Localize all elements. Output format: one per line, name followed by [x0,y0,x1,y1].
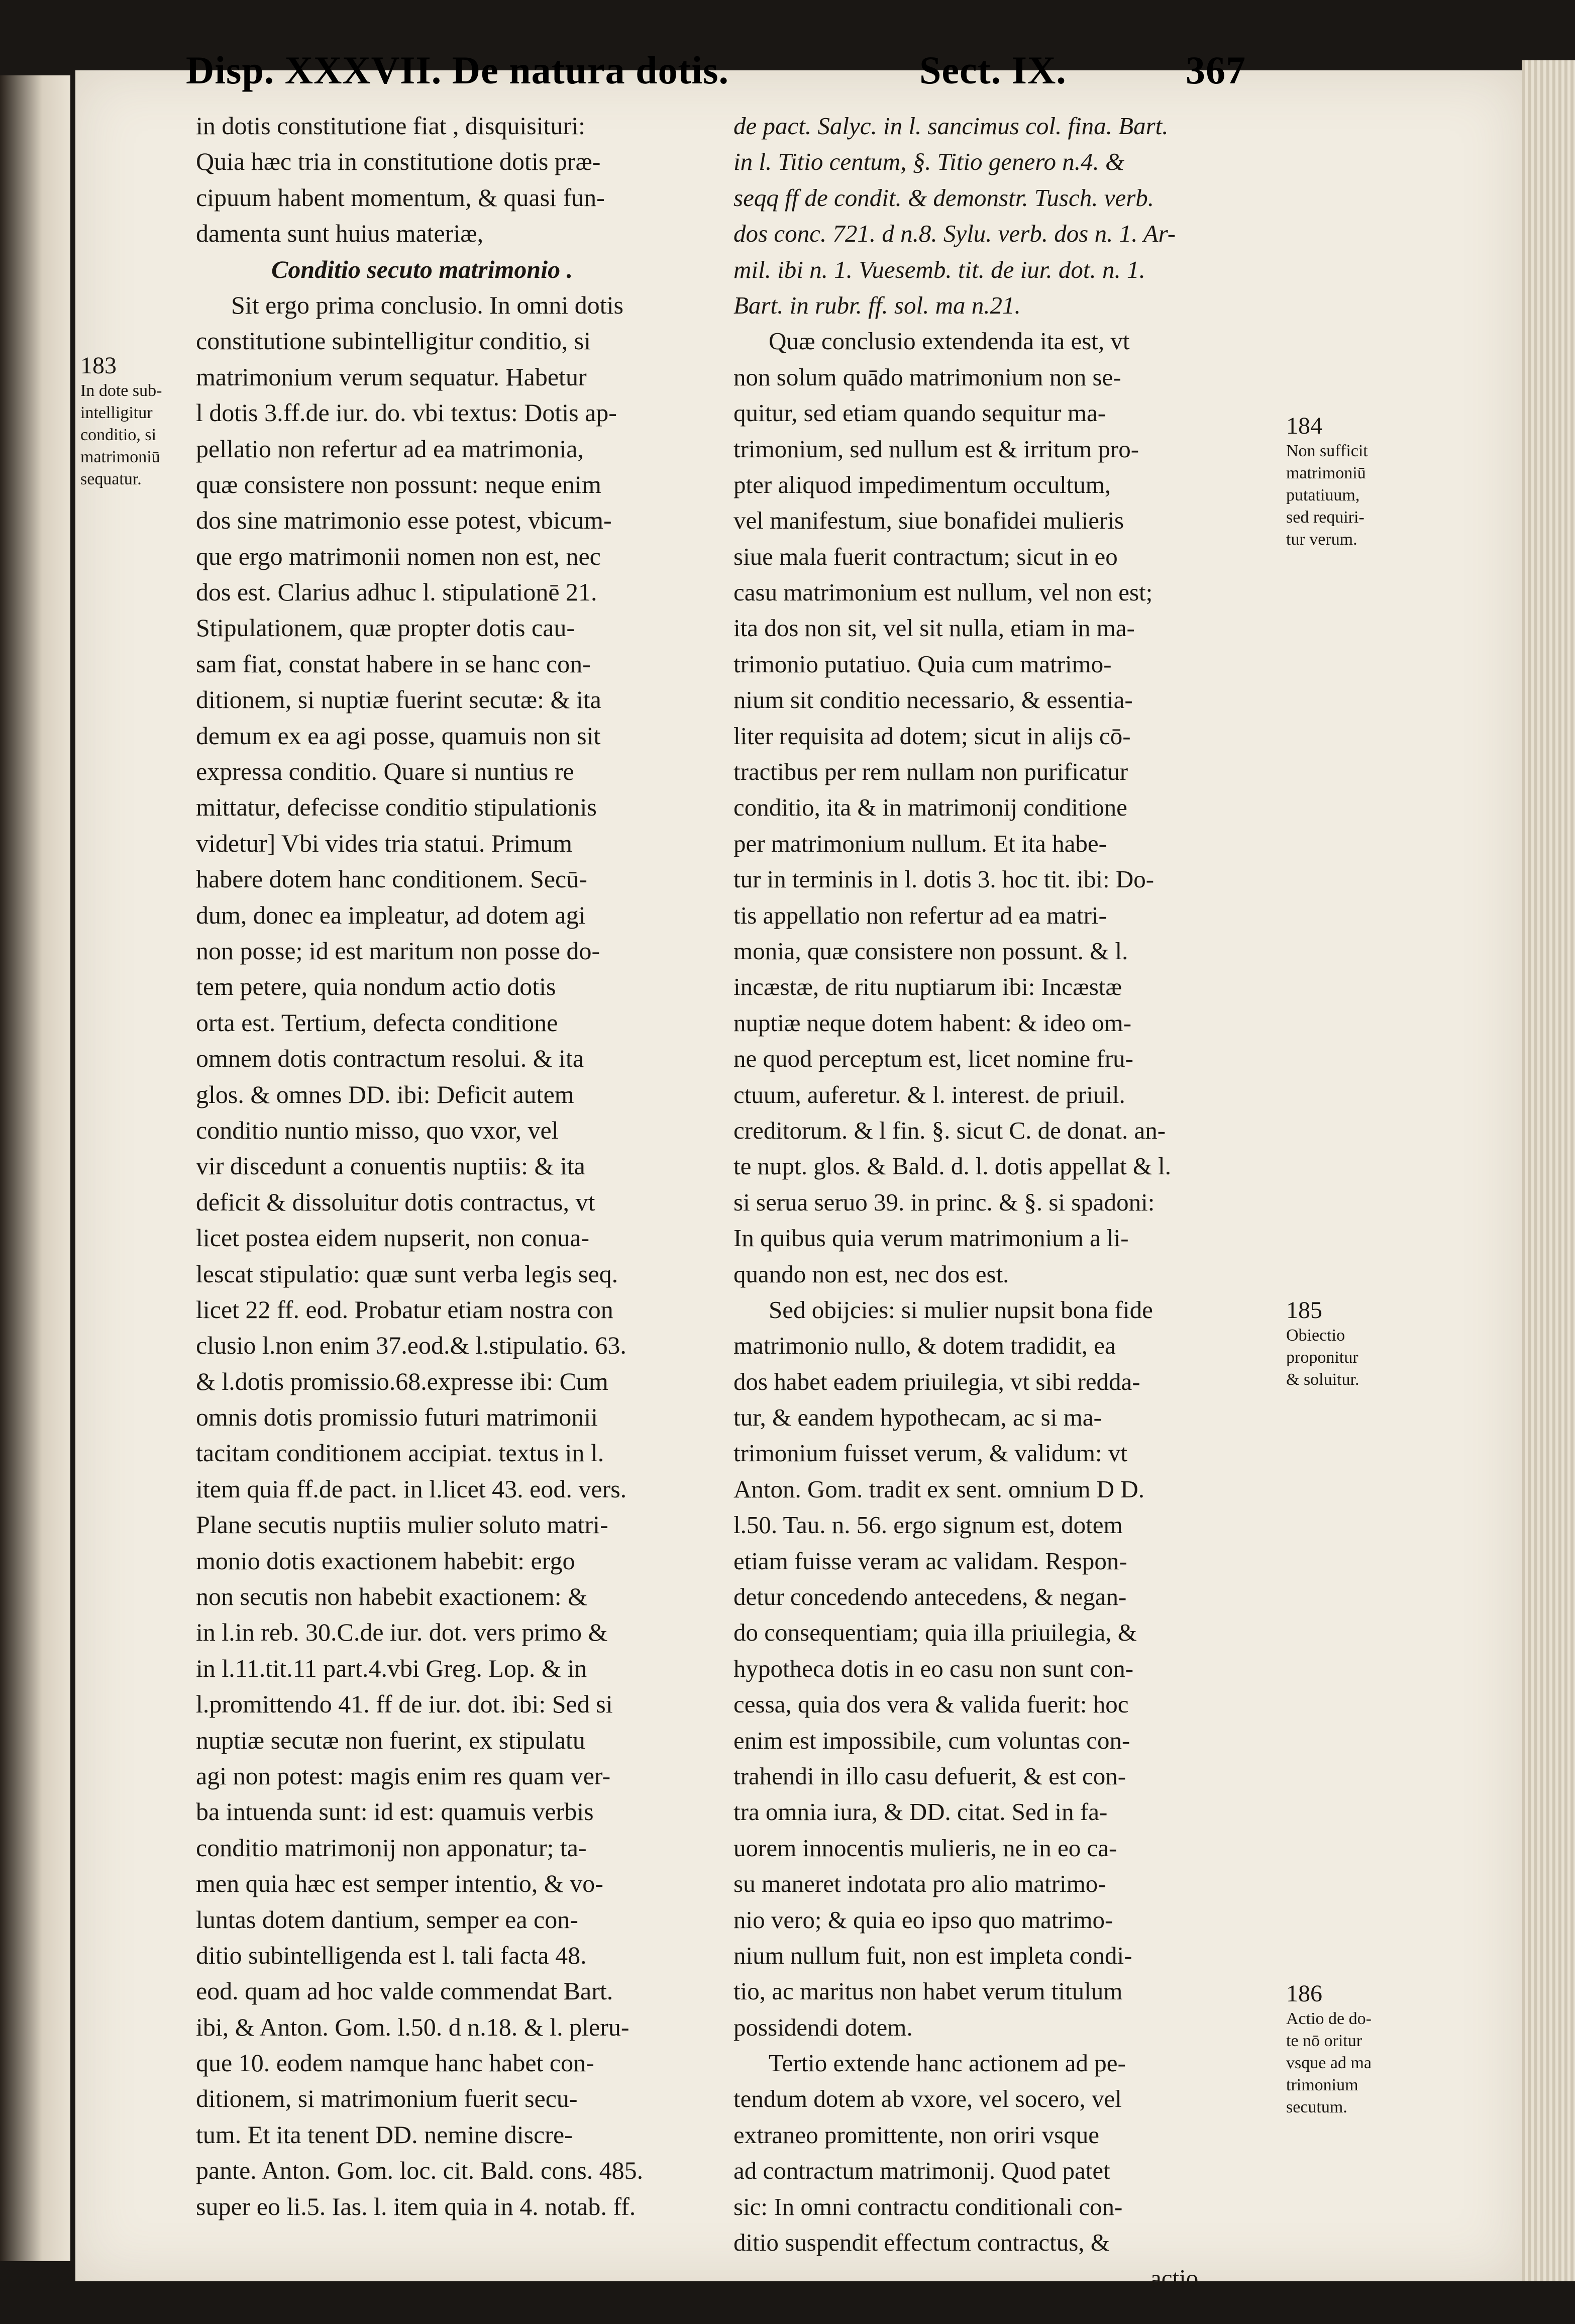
text-line: liter requisita ad dotem; sicut in alijs cō- [733,722,1131,750]
margin-note-line: putatiuum, [1286,486,1360,504]
text-line: cipuum habent momentum, & quasi fun- [196,183,605,212]
text-line: conditio, ita & in matrimonij conditione [733,793,1127,822]
page-number: 367 [1186,48,1246,92]
text-line: su maneret indotata pro alio matrimo- [733,1870,1106,1898]
text-line: constitutione subintelligitur conditio, si [196,327,591,355]
running-title: Disp. XXXVII. De natura dotis. [186,48,729,92]
text-line: sic: In omni contractu conditionali con- [733,2192,1123,2220]
text-line: do consequentiam; quia illa priuilegia, & [733,1619,1137,1647]
text-line: habere dotem hanc conditionem. Secū- [196,865,587,893]
text-line: matrimonio nullo, & dotem tradidit, ea [733,1332,1116,1360]
text-line: monio dotis exactionem habebit: ergo [196,1546,575,1575]
text-line: expressa conditio. Quare si nuntius re [196,757,574,786]
text-line: tur in terminis in l. dotis 3. hoc tit. ibi: Do- [733,865,1154,893]
text-line: deficit & dissoluitur dotis contractus, vt [196,1187,595,1216]
margin-note-line: secutum. [1286,2098,1347,2116]
text-line: cessa, quia dos vera & valida fuerit: hoc [733,1690,1129,1719]
text-line: in l.in reb. 30.C.de iur. dot. vers primo & [196,1618,608,1647]
text-line: vel manifestum, siue bonafidei mulieris [733,507,1124,535]
text-line: demum ex ea agi posse, quamuis non sit [196,721,601,750]
margin-note-line: sed requiri- [1286,508,1364,527]
text-line: orta est. Tertium, defecta conditione [196,1008,558,1037]
text-line: non posse; id est maritum non posse do- [196,936,600,965]
text-line: te nupt. glos. & Bald. d. l. dotis appellat & l. [733,1152,1172,1180]
section-label: Sect. IX. [919,48,1067,92]
text-line: pante. Anton. Gom. loc. cit. Bald. cons. 485. [196,2156,644,2185]
margin-note-line: vsque ad ma [1286,2054,1372,2072]
text-line: tacitam conditionem accipiat. textus in l. [196,1439,604,1467]
text-line: Quia hæc tria in constitutione dotis præ- [196,147,601,176]
text-line: trahendi in illo casu defuerit, & est con- [733,1762,1126,1790]
text-line: licet postea eidem nupserit, non conua- [196,1224,590,1252]
text-line: dos sine matrimonio esse potest, vbicum- [196,506,612,535]
text-line: item quia ff.de pact. in l.licet 43. eod. vers. [196,1474,627,1503]
text-line: Anton. Gom. tradit ex sent. omnium D D. [733,1475,1144,1503]
text-line: ibi, & Anton. Gom. l.50. d n.18. & l. pleru- [196,2012,629,2041]
text-line: si serua seruo 39. in princ. & §. si spadoni: [733,1188,1155,1216]
text-line: agi non potest: magis enim res quam ver- [196,1761,611,1790]
text-line: clusio l.non enim 37.eod.& l.stipulatio. 63. [196,1331,626,1360]
left-column [196,108,728,2225]
margin-note-line: Actio de do- [1286,2009,1372,2028]
text-line: Sed obijcies: si mulier nupsit bona fide [769,1295,1153,1324]
text-line: Bart. in rubr. ff. sol. ma n.21. [733,291,1021,319]
text-line: super eo li.5. Ias. l. item quia in 4. notab. ff. [196,2192,636,2220]
text-line: tur, & eandem hypothecam, ac si ma- [733,1403,1102,1432]
text-line: luntas dotem dantium, semper ea con- [196,1905,578,1934]
text-line: sam fiat, constat habere in se hanc con- [196,649,591,678]
text-line: l dotis 3.ff.de iur. do. vbi textus: Dotis ap- [196,398,617,427]
margin-note-line: Obiectio [1286,1326,1345,1345]
text-line: de pact. Salyc. in l. sancimus col. fina. Bart. [733,112,1169,140]
text-line: trimonium, sed nullum est & irritum pro- [733,435,1139,463]
text-line: possidendi dotem. [733,2013,913,2041]
text-line: Stipulationem, quæ propter dotis cau- [196,614,575,642]
text-line: siue mala fuerit contractum; sicut in eo [733,542,1118,570]
text-line: l.promittendo 41. ff de iur. dot. ibi: Sed si [196,1690,613,1719]
text-line: conditio nuntio misso, quo vxor, vel [196,1116,559,1144]
text-line: tum. Et ita tenent DD. nemine discre- [196,2120,573,2149]
margin-note-line: sequatur. [80,470,142,488]
text-line: pter aliquod impedimentum occultum, [733,470,1111,498]
text-line: per matrimonium nullum. Et ita habe- [733,829,1107,857]
text-line: seqq ff de condit. & demonstr. Tusch. verb. [733,183,1154,212]
text-line: ctuum, auferetur. & l. interest. de priuil. [733,1080,1125,1108]
text-line: & l.dotis promissio.68.expresse ibi: Cum [196,1367,608,1395]
text-line: dum, donec ea impleatur, ad dotem agi [196,900,586,929]
margin-note-line: Non sufficit [1286,442,1368,460]
text-line: ad contractum matrimonij. Quod patet [733,2157,1110,2185]
text-line: tendum dotem ab vxore, vel socero, vel [733,2085,1122,2113]
text-line: dos habet eadem priuilegia, vt sibi redda- [733,1367,1140,1395]
margin-note-line: tur verum. [1286,530,1357,549]
text-line: non solum quādo matrimonium non se- [733,363,1121,391]
text-line: actio [1150,2264,1199,2292]
margin-note-number: 184 [1286,413,1322,439]
text-line: ditio suspendit effectum contractus, & [733,2229,1110,2257]
text-line: damenta sunt huius materiæ, [196,219,484,248]
text-line: ditionem, si nuptiæ fuerint secutæ: & ita [196,685,601,714]
margin-note-line: matrimoniū [80,448,160,466]
text-line: ita dos non sit, vel sit nulla, etiam in ma- [733,614,1135,642]
text-line: glos. & omnes DD. ibi: Deficit autem [196,1080,574,1108]
text-line: l.50. Tau. n. 56. ergo signum est, dotem [733,1511,1123,1539]
text-line: licet 22 ff. eod. Probatur etiam nostra con [196,1295,613,1324]
text-line: ditio subintelligenda est l. tali facta 48. [196,1941,587,1969]
text-line: omnem dotis contractum resolui. & ita [196,1044,584,1073]
text-line: In quibus quia verum matrimonium a li- [733,1224,1129,1252]
text-line: quitur, sed etiam quando sequitur ma- [733,399,1106,427]
margin-note-line: In dote sub- [80,381,162,400]
text-line: conditio matrimonij non apponatur; ta- [196,1833,587,1862]
text-line: pellatio non refertur ad ea matrimonia, [196,434,584,463]
text-line: creditorum. & l fin. §. sicut C. de donat. an- [733,1116,1166,1144]
margin-note-185 [1286,1296,1437,1391]
right-column [733,108,1286,2296]
margin-note-186 [1286,1980,1437,2118]
text-line: etiam fuisse veram ac validam. Respon- [733,1547,1127,1575]
margin-note-184 [1286,412,1437,551]
text-line: ne quod perceptum est, licet nomine fru- [733,1045,1133,1073]
text-line: men quia hæc est semper intentio, & vo- [196,1869,603,1898]
text-line: dos est. Clarius adhuc l. stipulationē 21. [196,578,597,607]
text-line: nuptiæ secutæ non fuerint, ex stipulatu [196,1726,585,1754]
text-line: hypotheca dotis in eo casu non sunt con- [733,1654,1134,1682]
margin-note-183 [80,352,162,490]
margin-note-line: te nō oritur [1286,2032,1362,2050]
margin-note-number: 185 [1286,1297,1322,1324]
text-line: extraneo promittente, non oriri vsque [733,2120,1099,2149]
text-line: mittatur, defecisse conditio stipulationis [196,793,597,822]
text-line: eod. quam ad hoc valde commendat Bart. [196,1977,613,2005]
text-line: tis appellatio non refertur ad ea matri- [733,901,1107,929]
text-line: monia, quæ consistere non possunt. & l. [733,937,1128,965]
text-line: ba intuenda sunt: id est: quamuis verbis [196,1797,594,1826]
running-header [186,48,1266,103]
margin-note-line: conditio, si [80,426,157,444]
margin-note-line: & soluitur. [1286,1370,1359,1389]
text-line: que ergo matrimonii nomen non est, nec [196,542,601,570]
text-line: non secutis non habebit exactionem: & [196,1582,587,1611]
text-line: Quæ conclusio extendenda ita est, vt [769,327,1130,355]
text-line: tem petere, quia nondum actio dotis [196,972,556,1001]
text-line: casu matrimonium est nullum, vel non est; [733,578,1153,607]
margin-note-line: matrimoniū [1286,464,1366,482]
page-stack-edge [1522,60,1575,2281]
text-line: detur concedendo antecedens, & negan- [733,1583,1127,1611]
text-line: nuptiæ neque dotem habent: & ideo om- [733,1008,1132,1037]
text-line: que 10. eodem namque hanc habet con- [196,2049,594,2077]
section-heading: Conditio secuto matrimonio . [271,255,573,283]
text-line: trimonium fuisset verum, & validum: vt [733,1439,1127,1467]
text-line: uorem innocentis mulieris, ne in eo ca- [733,1834,1117,1862]
text-line: dos conc. 721. d n.8. Sylu. verb. dos n. 1. Ar- [733,220,1176,248]
text-line: omnis dotis promissio futuri matrimonii [196,1403,598,1432]
facing-page-edge [0,75,70,2261]
text-line: enim est impossibile, cum voluntas con- [733,1726,1130,1754]
text-line: in l.11.tit.11 part.4.vbi Greg. Lop. & in [196,1654,587,1682]
text-line: in dotis constitutione fiat , disquisituri: [196,112,585,140]
margin-note-line: intelligitur [80,403,153,422]
text-line: Sit ergo prima conclusio. In omni dotis [231,290,623,319]
text-line: tra omnia iura, & DD. citat. Sed in fa- [733,1798,1108,1826]
text-line: ditionem, si matrimonium fuerit secu- [196,2084,578,2113]
text-line: quæ consistere non possunt: neque enim [196,470,601,498]
margin-note-number: 183 [80,352,117,379]
text-line: Tertio extende hanc actionem ad pe- [769,2049,1126,2077]
margin-note-number: 186 [1286,1980,1322,2007]
text-line: incæstæ, de ritu nuptiarum ibi: Incæstæ [733,973,1122,1001]
text-line: vir discedunt a conuentis nuptiis: & ita [196,1152,585,1180]
text-line: in l. Titio centum, §. Titio genero n.4. & [733,148,1125,176]
text-line: videtur] Vbi vides tria statui. Primum [196,829,572,857]
text-line: lescat stipulatio: quæ sunt verba legis seq. [196,1259,618,1288]
margin-note-line: trimonium [1286,2076,1358,2094]
text-line: trimonio putatiuo. Quia cum matrimo- [733,650,1112,678]
text-line: Plane secutis nuptiis mulier soluto matri- [196,1510,608,1539]
text-line: mil. ibi n. 1. Vuesemb. tit. de iur. dot. n. 1. [733,255,1145,283]
margin-note-line: proponitur [1286,1348,1358,1367]
text-line: tio, ac maritus non habet verum titulum [733,1977,1123,2005]
text-line: tractibus per rem nullam non purificatur [733,758,1128,786]
text-line: nium sit conditio necessario, & essentia- [733,686,1133,714]
text-line: matrimonium verum sequatur. Habetur [196,362,587,391]
text-line: nio vero; & quia eo ipso quo matrimo- [733,1905,1113,1934]
text-line: quando non est, nec dos est. [733,1260,1009,1288]
text-line: nium nullum fuit, non est impleta condi- [733,1941,1132,1969]
